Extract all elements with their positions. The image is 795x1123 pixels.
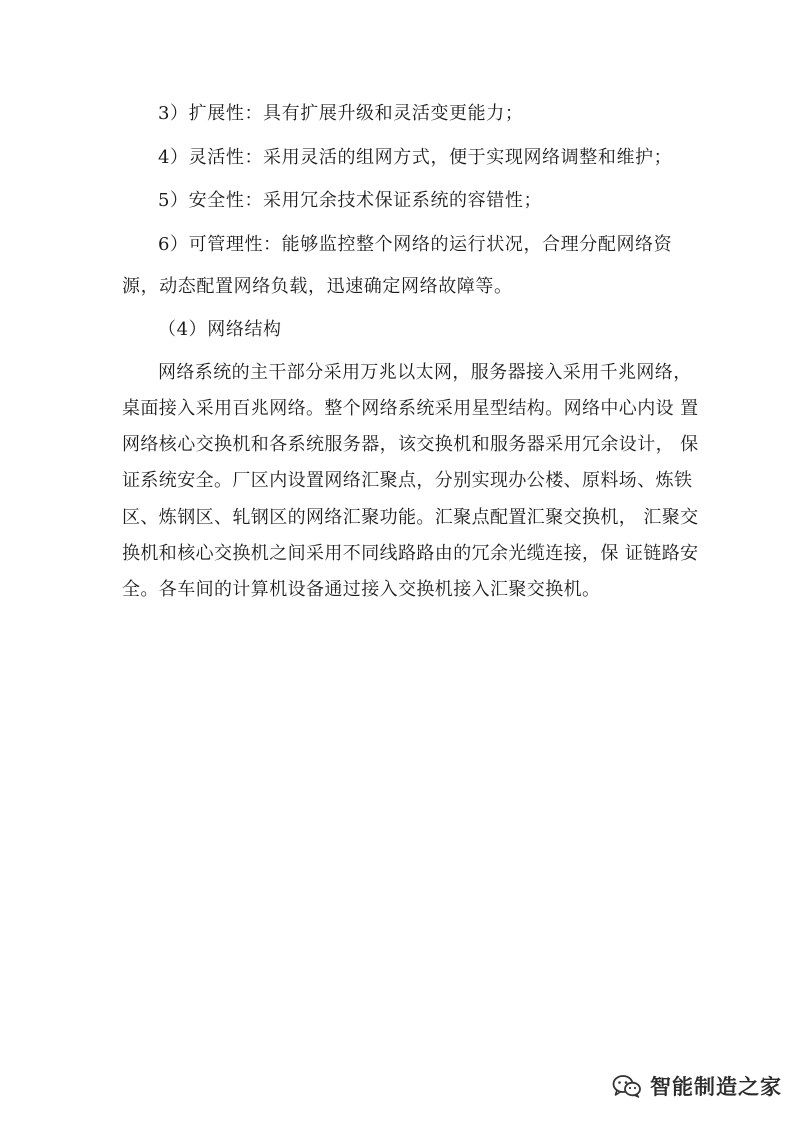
paragraph-line: 换机和核心交换机之间采用不同线路路由的冗余光缆连接，保 证链路安 [122, 543, 699, 564]
watermark-text: 智能制造之家 [650, 1075, 782, 1099]
wechat-icon [612, 1074, 642, 1098]
paragraph-line: 区、炼钢区、轧钢区的网络汇聚功能。汇聚点配置汇聚交换机， 汇聚交 [122, 507, 699, 528]
watermark [612, 1072, 782, 1100]
list-item-manageability-continued: 源，动态配置网络负载，迅速确定网络故障等。 [122, 276, 513, 297]
list-item-manageability: 6）可管理性：能够监控整个网络的运行状况，合理分配网络资 [158, 234, 673, 255]
paragraph-line: 网络系统的主干部分采用万兆以太网，服务器接入采用千兆网络， [158, 362, 692, 383]
paragraph-line: 桌面接入采用百兆网络。整个网络系统采用星型结构。网络中心内设 置 [122, 398, 699, 419]
paragraph-line: 全。各车间的计算机设备通过接入交换机接入汇聚交换机。 [122, 579, 601, 600]
list-item-security: 5）安全性：采用冗余技术保证系统的容错性； [158, 190, 543, 211]
paragraph-line: 证系统安全。厂区内设置网络汇聚点，分别实现办公楼、原料场、炼铁 [122, 470, 693, 491]
paragraph-line: 网络核心交换机和各系统服务器，该交换机和服务器采用冗余设计， 保 [122, 434, 699, 455]
section-heading-network-structure: （4）网络结构 [158, 319, 282, 340]
list-item-extensibility: 3）扩展性：具有扩展升级和灵活变更能力； [158, 103, 524, 124]
list-item-flexibility: 4）灵活性：采用灵活的组网方式，便于实现网络调整和维护； [158, 147, 673, 168]
